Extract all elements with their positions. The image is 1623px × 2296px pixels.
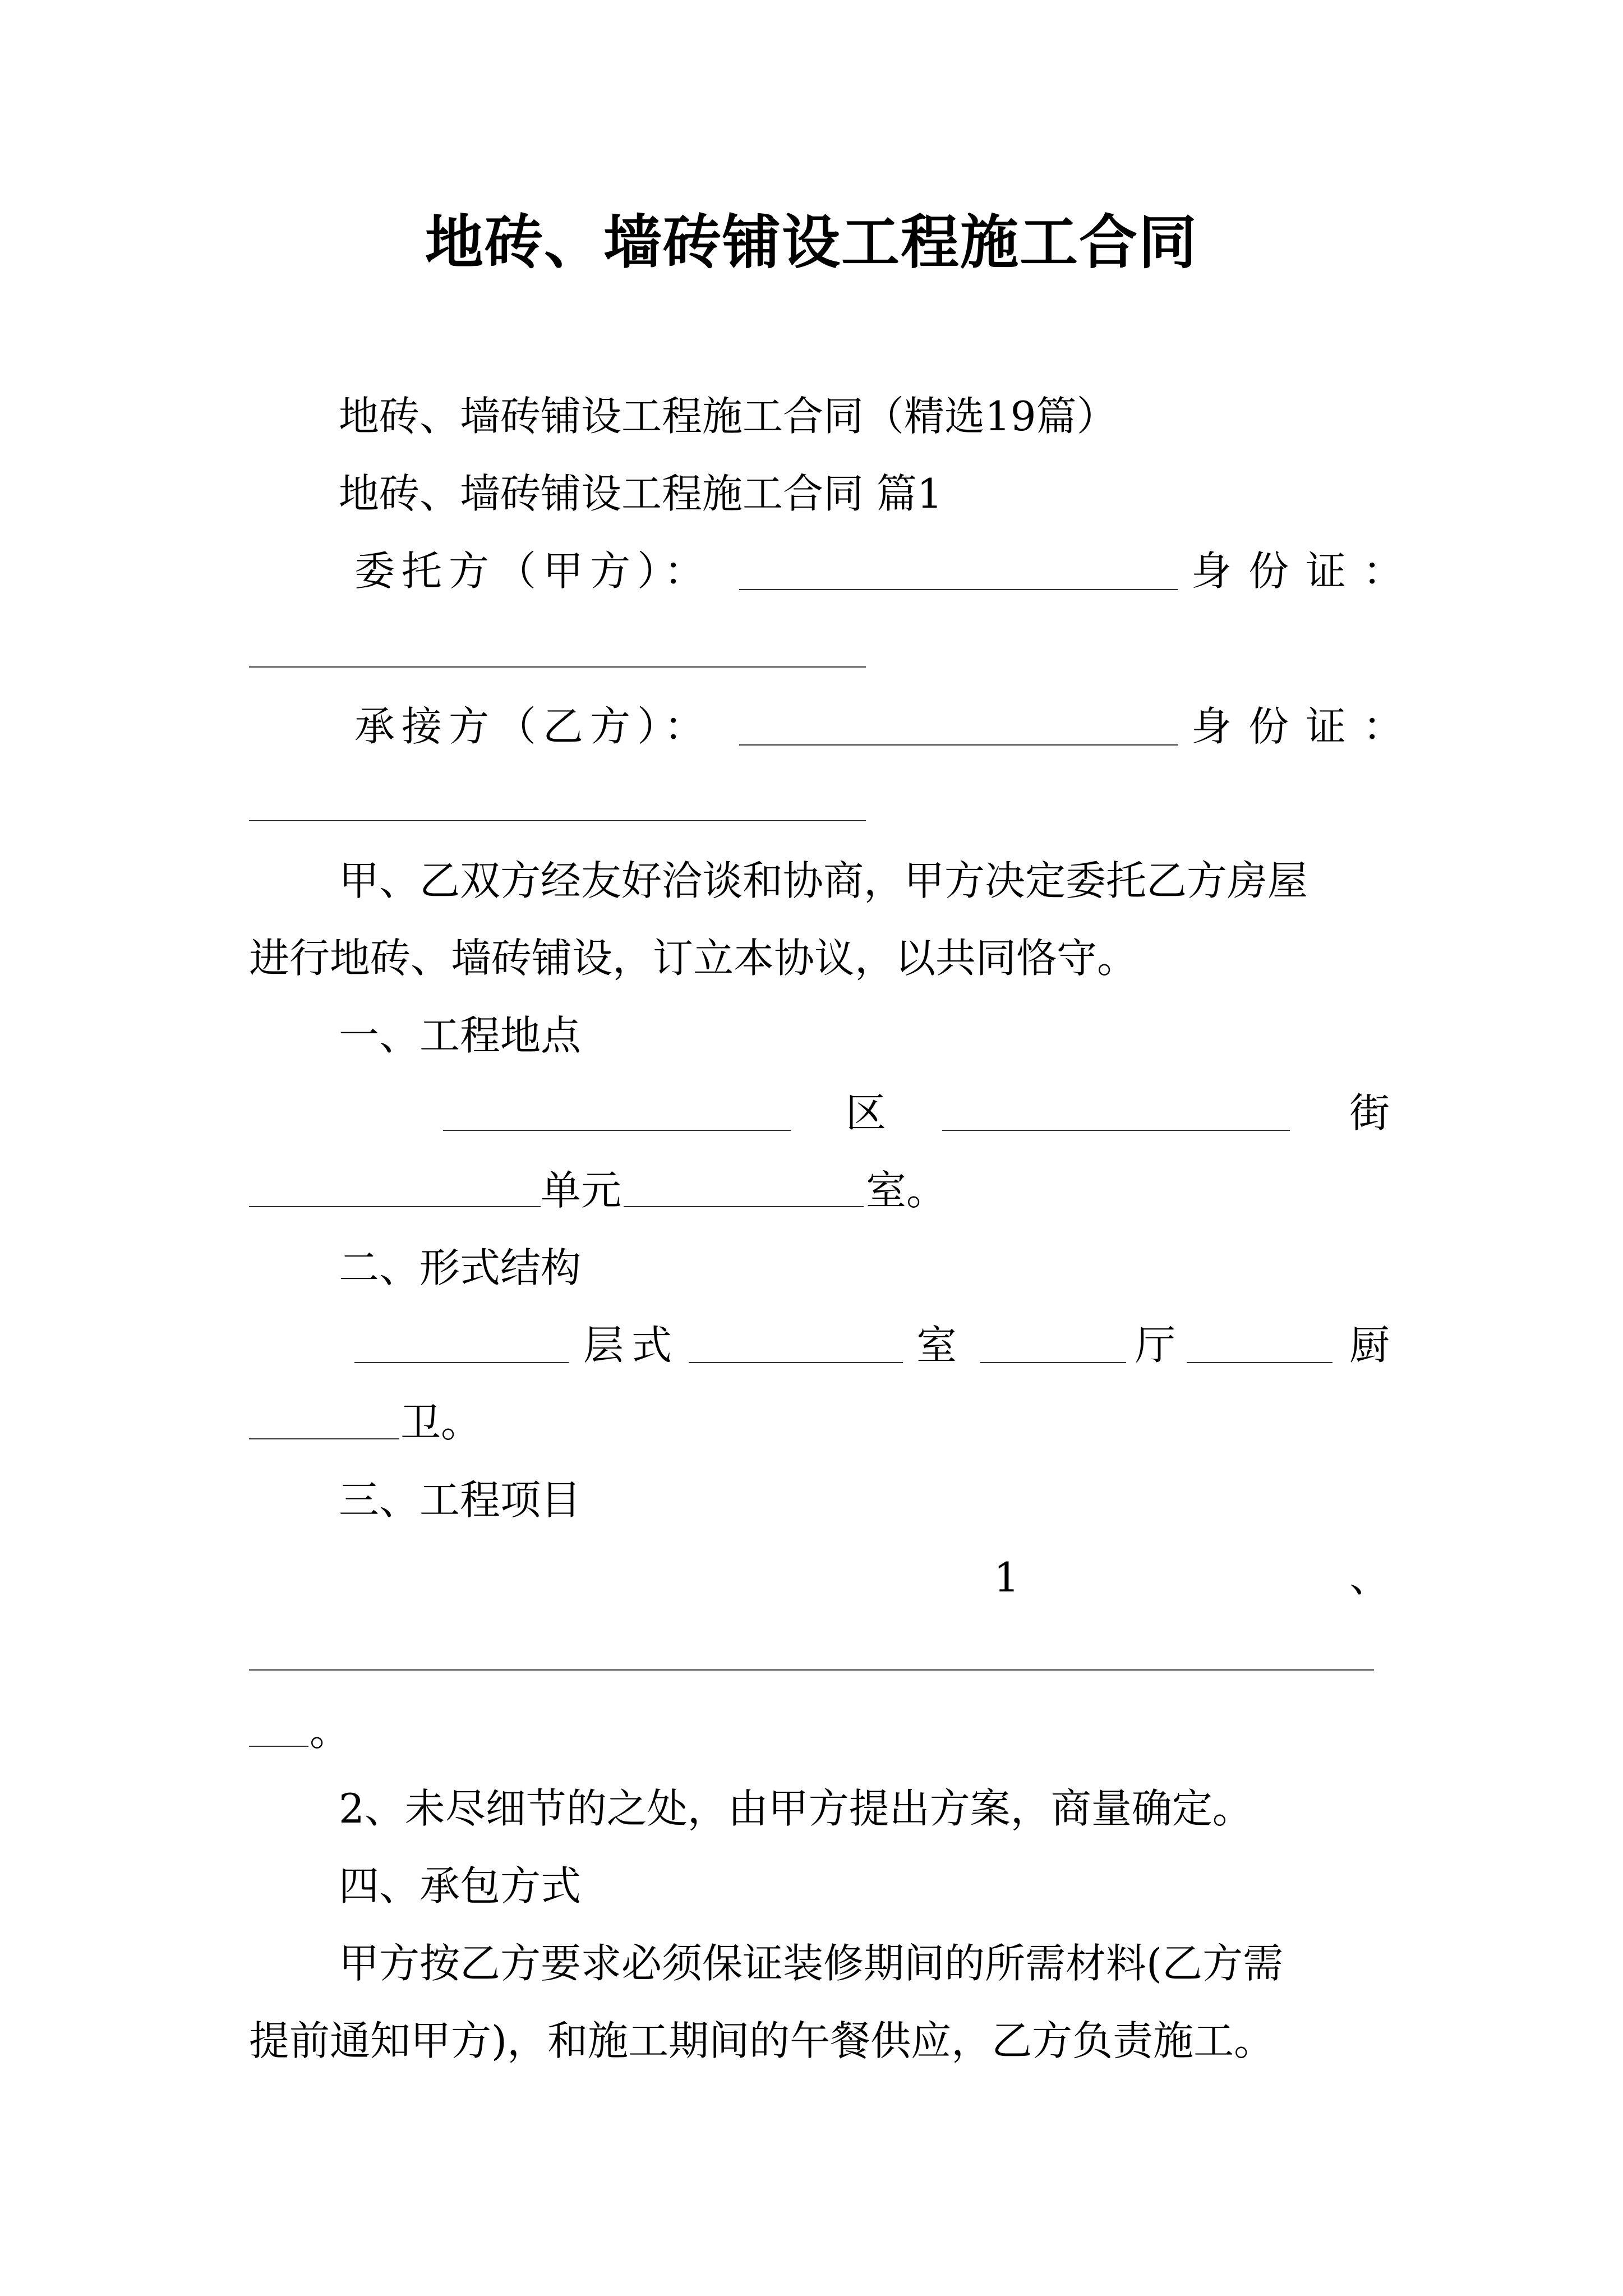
kitchen-label: 厨 [1349, 1322, 1390, 1369]
district-label: 区 [846, 1089, 887, 1137]
item-1-end: 。 [310, 1708, 351, 1755]
hall-blank [980, 1362, 1126, 1363]
floor-label: 层式 [583, 1322, 680, 1369]
party-b-label: 承接方（乙方）： [354, 703, 712, 750]
room-count-blank [689, 1362, 903, 1363]
item-1-blank-continued [249, 1746, 308, 1747]
section-3-heading: 三、工程项目 [339, 1476, 582, 1524]
bath-blank [249, 1438, 399, 1439]
bath-label: 卫。 [400, 1399, 482, 1446]
party-a-label: 委托方（甲方）： [354, 547, 712, 595]
party-b-id-label: 身份证： [1191, 703, 1421, 750]
item-1-separator: 、 [1349, 1554, 1390, 1601]
party-b-name-blank [739, 744, 1178, 746]
item-1-number: 1 [994, 1554, 1020, 1601]
unit-label: 单元 [541, 1167, 622, 1214]
room-label: 室 [916, 1322, 957, 1369]
building-blank [249, 1206, 541, 1207]
room-end-label: 室。 [866, 1167, 947, 1214]
section-4-line-1: 甲方按乙方要求必须保证装修期间的所需材料(乙方需 [339, 1940, 1284, 1987]
party-b-id-blank [249, 820, 866, 821]
document-title: 地砖、墙砖铺设工程施工合同 [425, 208, 1198, 277]
piece-heading: 地砖、墙砖铺设工程施工合同 篇1 [339, 470, 943, 517]
room-number-blank [624, 1206, 864, 1207]
street-blank [942, 1130, 1290, 1131]
intro-line-1: 甲、乙双方经友好洽谈和协商，甲方决定委托乙方房屋 [339, 857, 1308, 904]
party-a-id-label: 身份证： [1191, 547, 1421, 595]
section-2-heading: 二、形式结构 [339, 1244, 582, 1291]
kitchen-blank [1187, 1362, 1332, 1363]
section-4-line-2: 提前通知甲方)，和施工期间的午餐供应，乙方负责施工。 [249, 2017, 1275, 2064]
party-a-name-blank [739, 589, 1178, 590]
subtitle: 地砖、墙砖铺设工程施工合同（精选19篇） [339, 393, 1117, 440]
hall-label: 厅 [1135, 1322, 1176, 1369]
section-1-heading: 一、工程地点 [339, 1012, 582, 1059]
floor-blank [354, 1362, 569, 1363]
party-a-id-blank [249, 666, 866, 668]
item-1-blank [249, 1669, 1374, 1671]
item-2: 2、未尽细节的之处，由甲方提出方案，商量确定。 [339, 1785, 1253, 1832]
district-blank [443, 1130, 791, 1131]
intro-line-2: 进行地砖、墙砖铺设，订立本协议，以共同恪守。 [249, 935, 1138, 982]
street-label: 街 [1349, 1089, 1390, 1137]
section-4-heading: 四、承包方式 [339, 1862, 582, 1910]
